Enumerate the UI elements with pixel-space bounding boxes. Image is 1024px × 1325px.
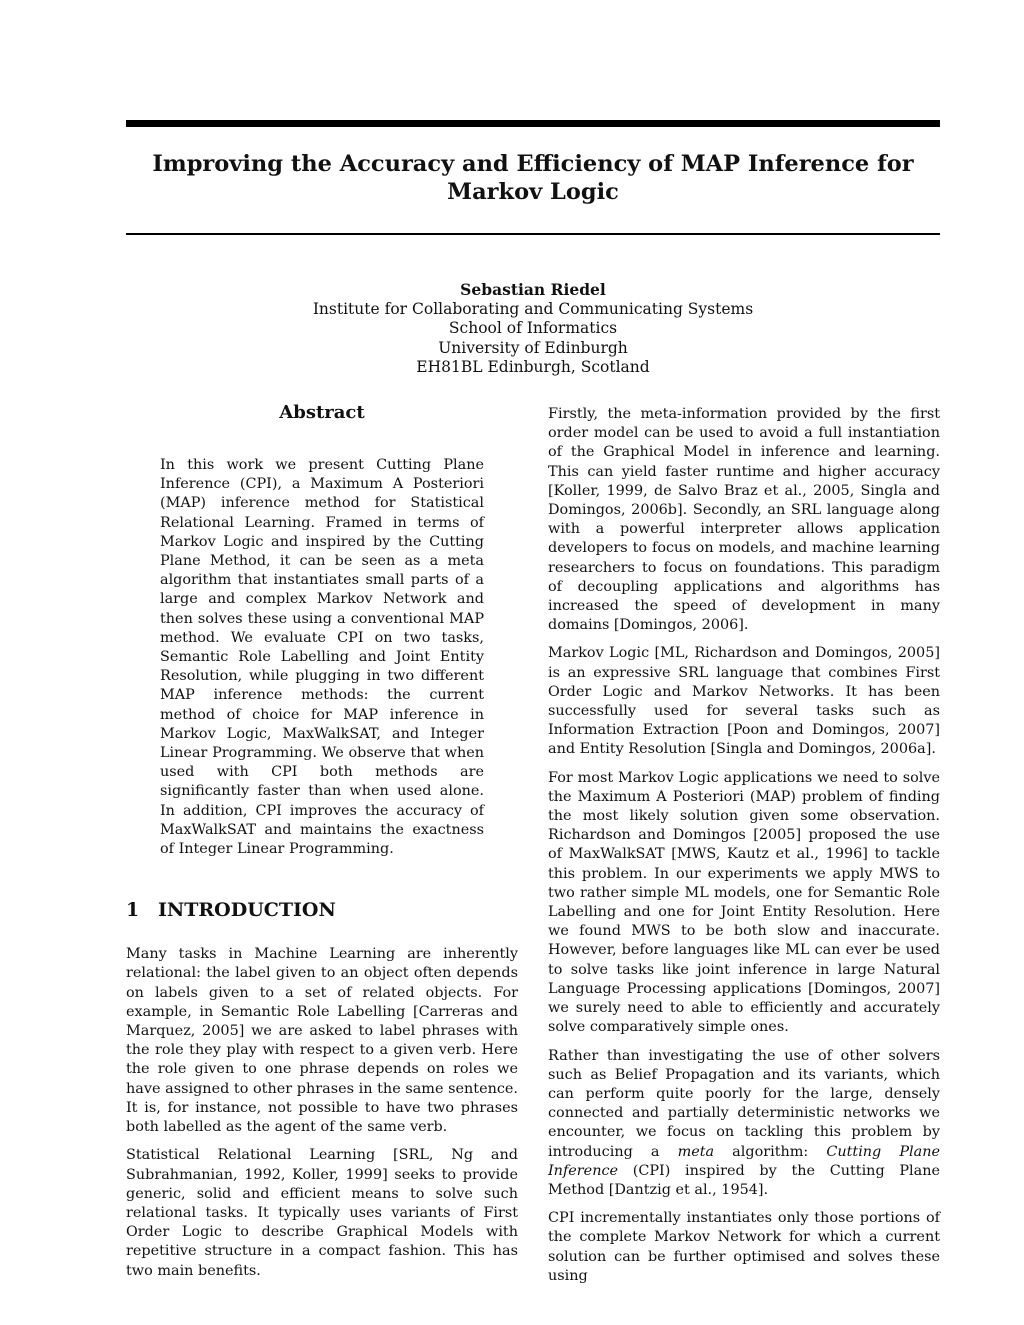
body-paragraph: Firstly, the meta-information provided by the first order model can be used to avoid a full instantiation of the Graphical Model in inference and learning. This can yield faster runtime and higher accuracy [Koller, 1999, de Salvo Braz et al., 2005, Singla and Domingos, 2006b]. Secondly, an SRL language along with a powerful interpreter allows application developers to focus on models, and machine learning researchers to focus on foundations. This paradigm of decoupling applications and algorithms has increased the speed of development in many domains [Domingos, 2006]. (548, 406, 940, 634)
body-paragraph: Many tasks in Machine Learning are inherently relational: the label given to an object often depends on labels given to a set of related objects. For example, in Semantic Role Labelling [Carreras and Marquez, 2005] we are asked to label phrases with the role they play with respect to a given verb. Here the role given to one phrase depends on roles we have assigned to other phrases in the same sentence. It is, for instance, not possible to have two phrases both labelled as the agent of the same verb. (126, 946, 518, 1136)
left-column (126, 402, 518, 1290)
affiliation-line: University of Edinburgh (438, 338, 628, 357)
abstract-text: In this work we present Cutting Plane Inference (CPI), a Maximum A Posteriori (MAP) inference method for Statistical Relational Learning. Framed in terms of Markov Logic and inspired by the Cutting Plane Method, it can be seen as a meta algorithm that instantiates small parts of a large and complex Markov Network and then solves these using a conventional MAP method. We evaluate CPI on two tasks, Semantic Role Labelling and Joint Entity Resolution, while plugging in two different MAP inference methods: the current method of choice for MAP inference in Markov Logic, MaxWalkSAT, and Integer Linear Programming. We observe that when used with CPI both methods are significantly faster than when used alone. In addition, CPI improves the accuracy of MaxWalkSAT and maintains the exactness of Integer Linear Programming. (160, 457, 484, 858)
author-name: Sebastian Riedel (460, 280, 606, 299)
body-paragraph: Statistical Relational Learning [SRL, Ng and Subrahmanian, 1992, Koller, 1999] seeks to provide generic, solid and efficient means to solve such relational tasks. It typically uses variants of First Order Logic to describe Graphical Models with repetitive structure in a compact fashion. This has two main benefits. (126, 1147, 518, 1279)
affiliation-line: Institute for Collaborating and Communicating Systems (312, 299, 754, 318)
paper-title: Improving the Accuracy and Efficiency of MAP Inference for Markov Logic (152, 151, 914, 205)
title-rule-top (126, 120, 940, 127)
body-paragraph: Markov Logic [ML, Richardson and Domingos, 2005] is an expressive SRL language that combines First Order Logic and Markov Networks. It has been successfully used for several tasks such as Information Extraction [Poon and Domingos, 2007] and Entity Resolution [Singla and Domingos, 2006a]. (548, 645, 940, 758)
section-number: 1 (126, 899, 140, 922)
text-span: (CPI) inspired by the Cutting Plane Method [Dantzig et al., 1954]. (548, 1162, 940, 1198)
emphasis-meta: meta (677, 1143, 715, 1160)
right-column (548, 405, 940, 1295)
section-title: INTRODUCTION (158, 899, 336, 922)
affiliation-line: EH81BL Edinburgh, Scotland (416, 358, 650, 376)
title-rule-bottom (126, 233, 940, 235)
body-paragraph-cpi (548, 1047, 940, 1201)
abstract-heading: Abstract (279, 402, 365, 423)
text-span: algorithm: (714, 1143, 827, 1160)
body-paragraph: CPI incrementally instantiates only those portions of the complete Markov Network for which a current solution can be further optimised and solves these using (548, 1210, 940, 1284)
text-span: Rather than investigating the use of other solvers such as Belief Propagation and its variants, which can perform quite poorly for the large, densely connected and partially deterministic networks we encounter, we focus on tackling this problem by introducing a (548, 1047, 940, 1160)
body-paragraph: For most Markov Logic applications we need to solve the Maximum A Posteriori (MAP) problem of finding the most likely solution given some observation. Richardson and Domingos [2005] proposed the use of MaxWalkSAT [MWS, Kautz et al., 1996] to tackle this problem. In our experiments we apply MWS to two rather simple ML models, one for Semantic Role Labelling and one for Joint Entity Resolution. Here we found MWS to be both slow and inaccurate. However, before languages like ML can ever be used to solve tasks like joint inference in large Natural Language Processing applications [Domingos, 2007] we surely need to able to efficiently and accurately solve comparatively simple ones. (548, 769, 940, 1036)
affiliation-line: School of Informatics (448, 319, 618, 337)
section-heading (126, 899, 518, 921)
author-block (126, 280, 940, 378)
emphasis-cpi: Cutting Plane Inference (548, 1143, 940, 1179)
